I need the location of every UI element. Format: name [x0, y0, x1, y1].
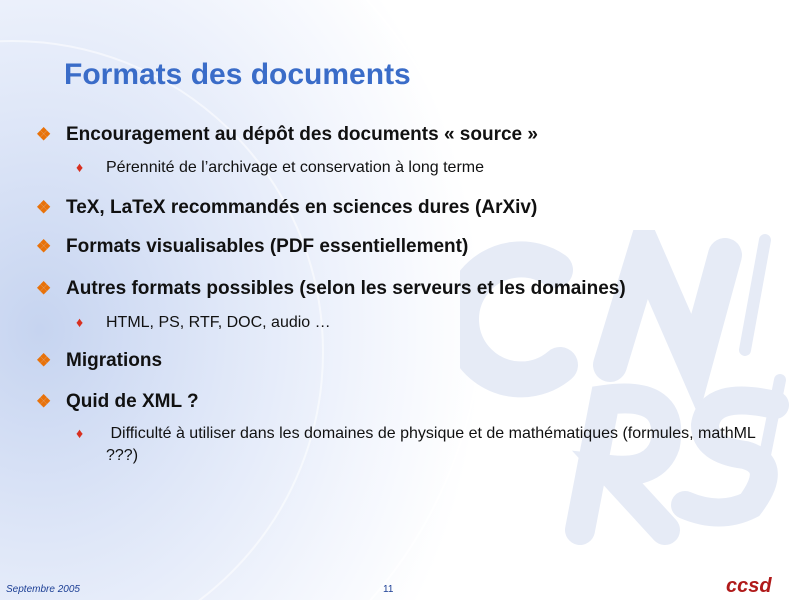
bullet-item: ❖ Autres formats possibles (selon les serveurs et les domaines): [36, 278, 626, 299]
sub-bullet-item: ♦ HTML, PS, RTF, DOC, audio …: [76, 314, 331, 331]
sub-bullet-item: ♦ Difficulté à utiliser dans les domaines de physique et de mathématiques (formules, mathML ???): [76, 425, 760, 464]
diamond-bullet-icon: ♦: [76, 159, 84, 175]
four-diamond-bullet-icon: ❖: [36, 237, 52, 256]
bullet-item: ❖ TeX, LaTeX recommandés en sciences dures (ArXiv): [36, 197, 538, 218]
page-number: 11: [383, 584, 394, 595]
bullet-item: ❖ Quid de XML ?: [36, 391, 199, 412]
four-diamond-bullet-icon: ❖: [36, 392, 52, 411]
slide-title: Formats des documents: [64, 58, 411, 91]
four-diamond-bullet-icon: ❖: [36, 351, 52, 370]
diamond-bullet-icon: ♦: [76, 314, 84, 330]
bullet-item: ❖ Formats visualisables (PDF essentiellement): [36, 236, 469, 257]
footer-date: Septembre 2005: [6, 584, 80, 595]
bullet-item: ❖ Migrations: [36, 350, 163, 371]
diamond-bullet-icon: ♦: [76, 425, 84, 441]
four-diamond-bullet-icon: ❖: [36, 198, 52, 217]
ccsd-logo: ccsd: [726, 575, 772, 597]
four-diamond-bullet-icon: ❖: [36, 125, 52, 144]
four-diamond-bullet-icon: ❖: [36, 279, 52, 298]
sub-bullet-item: ♦ Pérennité de l’archivage et conservation à long terme: [76, 159, 484, 176]
bullet-item: ❖ Encouragement au dépôt des documents « source »: [36, 124, 538, 145]
